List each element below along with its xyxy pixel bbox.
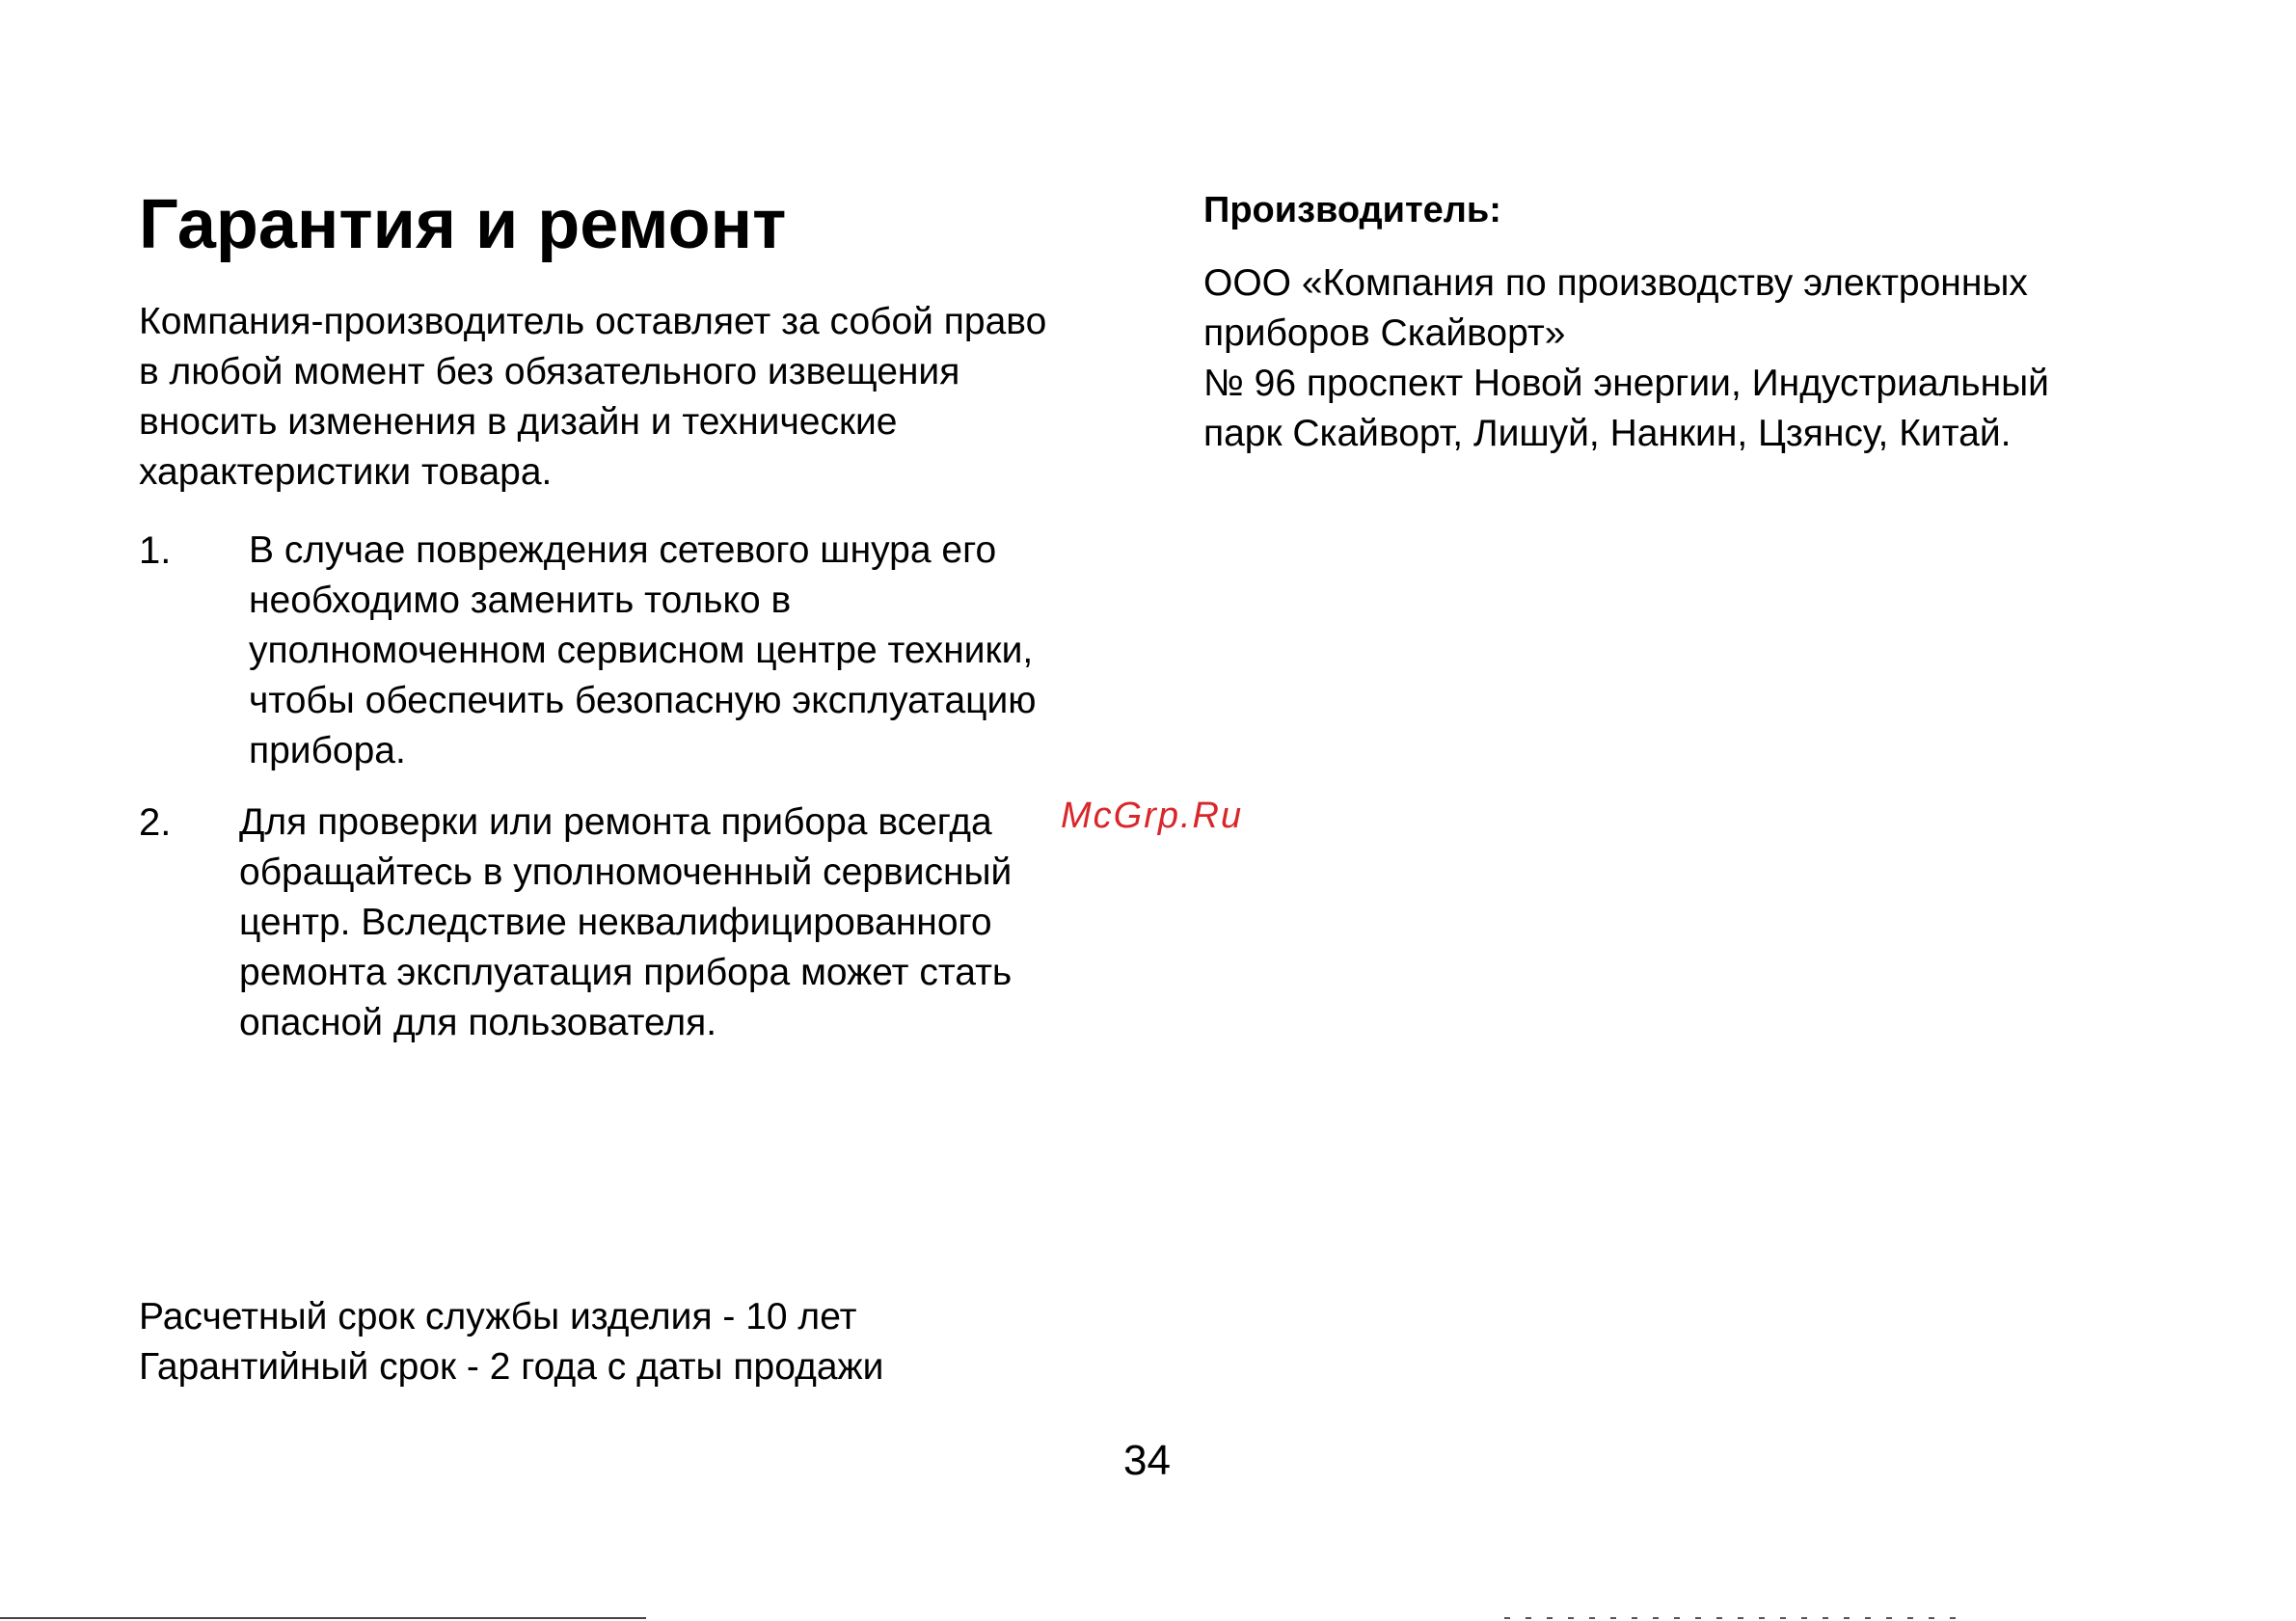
intro-line: Компания-производитель оставляет за собой право (139, 301, 1047, 342)
list-item-number: 1. (139, 529, 172, 572)
page-number: 34 (1123, 1437, 1171, 1484)
manufacturer-line: № 96 проспект Новой энергии, Индустриальный (1203, 363, 2049, 404)
manufacturer-line: приборов Скайворт» (1203, 312, 1566, 354)
intro-line: характеристики товара. (139, 451, 553, 493)
watermark-text: McGrp.Ru (1061, 796, 1244, 836)
list-item-line: центр. Вследствие неквалифицированного (239, 902, 992, 943)
list-item-text (249, 526, 1037, 776)
intro-line: вносить изменения в дизайн и технические (139, 401, 898, 443)
warranty-period-text: Гарантийный срок - 2 года с даты продажи (139, 1346, 884, 1388)
service-info (139, 1292, 883, 1392)
list-item-number: 2. (139, 801, 172, 844)
intro-paragraph (139, 297, 1103, 498)
bottom-divider-dashed (1504, 1617, 1958, 1619)
list-item-line: В случае повреждения сетевого шнура его (249, 529, 997, 571)
manufacturer-address (1203, 258, 2049, 459)
list-item-line: прибора. (249, 730, 406, 771)
list-item-line: необходимо заменить только в (249, 580, 792, 621)
list-item-line: чтобы обеспечить безопасную эксплуатацию (249, 680, 1037, 721)
list-item-line: обращайтесь в уполномоченный сервисный (239, 851, 1013, 893)
manufacturer-heading: Производитель: (1203, 190, 1501, 230)
bottom-divider (0, 1617, 646, 1619)
list-item-line: ремонта эксплуатация прибора может стать (239, 952, 1013, 993)
list-item-line: уполномоченном сервисном центре техники, (249, 630, 1034, 671)
intro-line: в любой момент без обязательного извещения (139, 351, 960, 392)
service-life-text: Расчетный срок службы изделия - 10 лет (139, 1296, 857, 1337)
list-item-text (239, 797, 1012, 1048)
manufacturer-line: парк Скайворт, Лишуй, Нанкин, Цзянсу, Китай. (1203, 413, 2012, 454)
list-item-line: опасной для пользователя. (239, 1002, 717, 1043)
list-item-line: Для проверки или ремонта прибора всегда (239, 801, 992, 843)
manufacturer-line: ООО «Компания по производству электронных (1203, 262, 2028, 304)
page-title: Гарантия и ремонт (139, 186, 787, 263)
